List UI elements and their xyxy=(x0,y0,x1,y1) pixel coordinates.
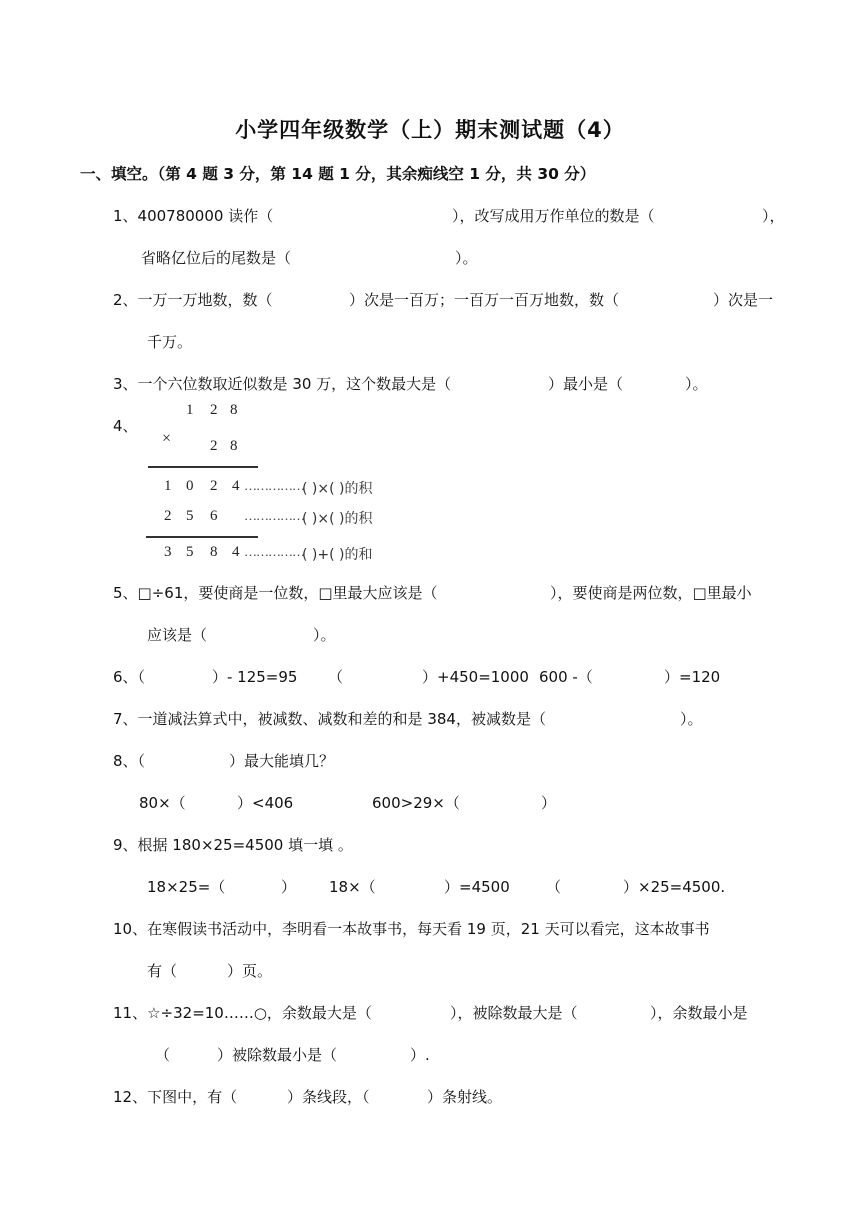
q1-text-c: ）， xyxy=(762,207,785,225)
product-label-1: ( )×( )的积 xyxy=(302,481,373,497)
digit: 3 xyxy=(164,544,172,560)
product-label-2: ( )×( )的积 xyxy=(302,511,373,527)
q10-text-c: ）页。 xyxy=(227,962,273,980)
q8-text-d: ）<406 xyxy=(237,794,294,812)
q5-text-b: ），要使商是两位数，□里最小 xyxy=(550,584,752,602)
digit: 8 xyxy=(230,438,238,454)
sum-label: ( )+( )的和 xyxy=(302,547,373,563)
q12-text-a: 12、下图中，有（ xyxy=(113,1088,238,1106)
q6-text-d: ）+450=1000 xyxy=(422,668,529,686)
q6-text-a: 6、（ xyxy=(113,668,146,686)
q5-text-a: 5、□÷61，要使商是一位数，□里最大应该是（ xyxy=(113,584,438,602)
digit: 1 xyxy=(186,402,194,418)
q11-text-e: ）被除数最小是（ xyxy=(217,1046,338,1064)
q11-text-d: （ xyxy=(155,1046,171,1064)
q6-text-e: 600 -（ xyxy=(539,668,593,686)
q2-text-b: ）次是一百万；一百万一百万地数，数（ xyxy=(349,291,620,309)
digit: 2 xyxy=(210,478,218,494)
digit: 2 xyxy=(210,438,218,454)
leader-dots: …………… xyxy=(244,544,304,559)
q8-text-c: 80×（ xyxy=(139,794,186,812)
q9-text-e: ）=4500 xyxy=(444,878,510,896)
q8-text-a: 8、（ xyxy=(113,752,146,770)
q9-text-b: 18×25=（ xyxy=(147,878,226,896)
q6-text-b: ）- 125=95 xyxy=(212,668,298,686)
multiplication-figure xyxy=(146,402,432,564)
q8-text-b: ）最大能填几？ xyxy=(229,752,335,770)
digit: 4 xyxy=(232,544,240,560)
q2-text-c: ）次是一 xyxy=(713,291,774,309)
leader-dots: …………… xyxy=(244,508,304,523)
q3-text-a: 3、一个六位数取近似数是 30 万，这个数最大是（ xyxy=(113,375,452,393)
leader-dots: …………… xyxy=(244,478,304,493)
q10-text-b: 有（ xyxy=(147,962,178,980)
q11-text-f: ）. xyxy=(410,1046,430,1064)
page-title: 小学四年级数学（上）期末测试题（4） xyxy=(235,118,625,142)
q6-text-f: ）=120 xyxy=(664,668,721,686)
digit: 4 xyxy=(232,478,240,494)
digit: 8 xyxy=(210,544,218,560)
rule-line xyxy=(148,466,258,468)
q12-text-c: ）条射线。 xyxy=(427,1088,503,1106)
q9-text-a: 9、根据 180×25=4500 填一填 。 xyxy=(113,836,353,854)
q10-text-a: 10、在寒假读书活动中，李明看一本故事书，每天看 19 页，21 天可以看完，这本故事书 xyxy=(113,920,710,938)
multiply-sign: × xyxy=(162,430,172,447)
q6-text-c: （ xyxy=(328,668,344,686)
digit: 0 xyxy=(186,478,194,494)
q9-text-d: 18×（ xyxy=(329,878,376,896)
digit: 1 xyxy=(164,478,172,494)
q1-text-b: ），改写成用万作单位的数是（ xyxy=(452,207,655,225)
digit: 6 xyxy=(210,508,218,524)
digit: 5 xyxy=(186,508,194,524)
q2-text-d: 千万。 xyxy=(147,333,193,351)
q12-text-b: ）条线段，（ xyxy=(287,1088,370,1106)
q7-text-b: ）。 xyxy=(680,710,703,728)
q3-text-b: ）最小是（ xyxy=(548,375,624,393)
q4-number: 4、 xyxy=(113,417,138,435)
q3-text-c: ）。 xyxy=(685,375,708,393)
q7-text-a: 7、一道减法算式中，被减数、减数和差的和是 384，被减数是（ xyxy=(113,710,546,728)
q9-text-g: ）×25=4500. xyxy=(623,878,726,896)
q11-text-a: 11、☆÷32=10……○，余数最大是（ xyxy=(113,1004,372,1022)
digit: 8 xyxy=(230,402,238,418)
q8-text-f: ） xyxy=(541,794,557,812)
section-heading: 一、填空。（第 4 题 3 分，第 14 题 1 分，其余痴线空 1 分，共 30 分） xyxy=(80,165,596,183)
q2-text-a: 2、一万一万地数，数（ xyxy=(113,291,273,309)
q11-text-b: ），被除数最大是（ xyxy=(450,1004,578,1022)
q9-text-f: （ xyxy=(546,878,562,896)
rule-line xyxy=(146,536,258,538)
q11-text-c: ），余数最小是 xyxy=(650,1004,748,1022)
q5-text-c: 应该是（ xyxy=(147,626,208,644)
q9-text-c: ） xyxy=(281,878,297,896)
q1-text-a: 1、400780000 读作（ xyxy=(113,207,274,225)
digit: 5 xyxy=(186,544,194,560)
q8-text-e: 600>29×（ xyxy=(372,794,460,812)
q1-text-e: ）。 xyxy=(455,249,478,267)
q5-text-d: ）。 xyxy=(313,626,336,644)
digit: 2 xyxy=(210,402,218,418)
digit: 2 xyxy=(164,508,172,524)
q1-text-d: 省略亿位后的尾数是（ xyxy=(141,249,292,267)
